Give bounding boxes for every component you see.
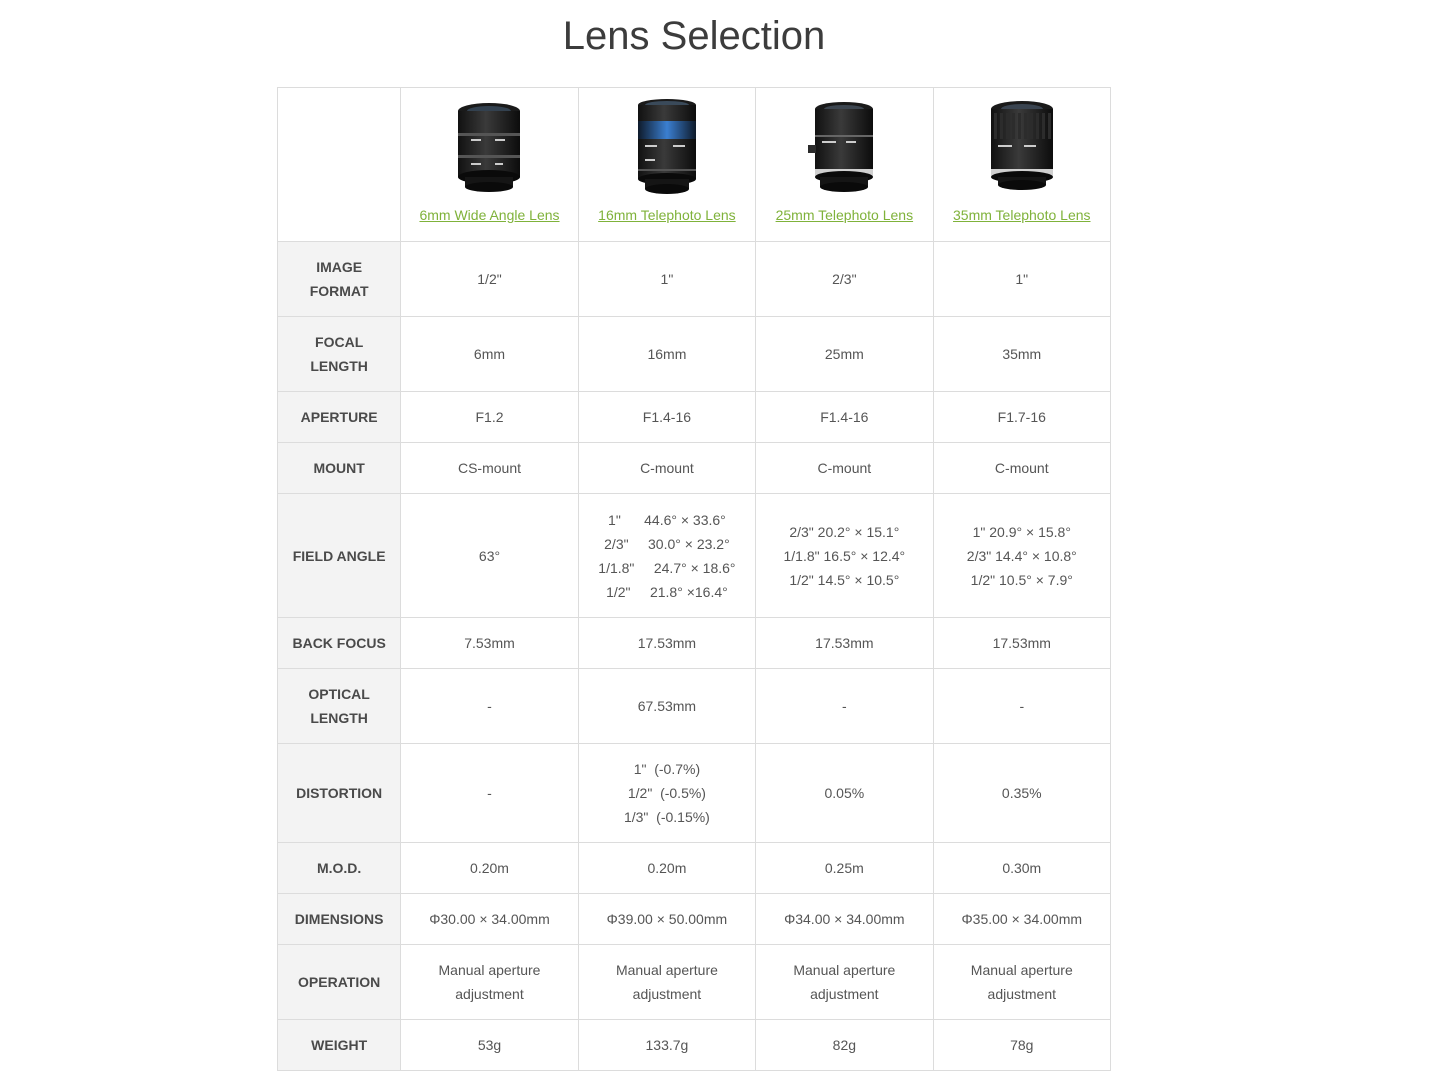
lens-link-16mm[interactable]: 16mm Telephoto Lens — [598, 207, 736, 223]
cell-image-format: 1/2" — [401, 242, 578, 317]
lens-16mm-icon — [629, 99, 705, 199]
cell-distortion: - — [401, 744, 578, 843]
row-label-mount: MOUNT — [278, 443, 401, 494]
cell-dimensions: Φ34.00 × 34.00mm — [756, 894, 933, 945]
corner-cell — [278, 88, 401, 242]
page-title: Lens Selection — [562, 14, 826, 58]
row-image-format — [278, 242, 1111, 317]
cell-weight: 82g — [756, 1020, 933, 1071]
cell-optical-length: - — [401, 669, 578, 744]
row-label-distortion: DISTORTION — [278, 744, 401, 843]
cell-field-angle: 1" 44.6° × 33.6° 2/3" 30.0° × 23.2° 1/1.8" 24.7° × 18.6° 1/2" 21.8° ×16.4° — [578, 494, 755, 618]
cell-focal-length: 25mm — [756, 317, 933, 392]
cell-mount: C-mount — [578, 443, 755, 494]
cell-back-focus: 17.53mm — [933, 618, 1110, 669]
cell-image-format: 1" — [578, 242, 755, 317]
cell-aperture: F1.7-16 — [933, 392, 1110, 443]
cell-mod: 0.25m — [756, 843, 933, 894]
cell-focal-length: 35mm — [933, 317, 1110, 392]
cell-aperture: F1.2 — [401, 392, 578, 443]
cell-distortion: 1" (-0.7%) 1/2" (-0.5%) 1/3" (-0.15%) — [578, 744, 755, 843]
row-label-image-format: IMAGE FORMAT — [278, 242, 401, 317]
row-field-angle — [278, 494, 1111, 618]
row-operation — [278, 945, 1111, 1020]
cell-back-focus: 17.53mm — [578, 618, 755, 669]
cell-mod: 0.30m — [933, 843, 1110, 894]
lens-comparison-table — [277, 87, 1111, 1071]
cell-operation: Manual aperture adjustment — [401, 945, 578, 1020]
lens-35mm-icon — [984, 99, 1060, 199]
cell-mount: C-mount — [756, 443, 933, 494]
lens-25mm-icon — [806, 99, 882, 199]
lens-header-cell — [933, 88, 1110, 242]
row-label-mod: M.O.D. — [278, 843, 401, 894]
cell-field-angle: 1" 20.9° × 15.8° 2/3" 14.4° × 10.8° 1/2" 10.5° × 7.9° — [933, 494, 1110, 618]
cell-back-focus: 17.53mm — [756, 618, 933, 669]
row-mod — [278, 843, 1111, 894]
cell-aperture: F1.4-16 — [756, 392, 933, 443]
cell-dimensions: Φ30.00 × 34.00mm — [401, 894, 578, 945]
row-label-dimensions: DIMENSIONS — [278, 894, 401, 945]
row-label-field-angle: FIELD ANGLE — [278, 494, 401, 618]
cell-mount: C-mount — [933, 443, 1110, 494]
cell-mount: CS-mount — [401, 443, 578, 494]
cell-focal-length: 16mm — [578, 317, 755, 392]
cell-mod: 0.20m — [578, 843, 755, 894]
lens-6mm-icon — [451, 99, 527, 199]
cell-optical-length: - — [756, 669, 933, 744]
cell-operation: Manual aperture adjustment — [578, 945, 755, 1020]
row-label-back-focus: BACK FOCUS — [278, 618, 401, 669]
cell-focal-length: 6mm — [401, 317, 578, 392]
cell-optical-length: - — [933, 669, 1110, 744]
row-optical-length — [278, 669, 1111, 744]
cell-distortion: 0.05% — [756, 744, 933, 843]
row-weight — [278, 1020, 1111, 1071]
cell-mod: 0.20m — [401, 843, 578, 894]
row-label-weight: WEIGHT — [278, 1020, 401, 1071]
cell-aperture: F1.4-16 — [578, 392, 755, 443]
lens-header-cell — [401, 88, 578, 242]
cell-image-format: 2/3" — [756, 242, 933, 317]
row-label-focal-length: FOCAL LENGTH — [278, 317, 401, 392]
lens-header-cell — [756, 88, 933, 242]
cell-dimensions: Φ35.00 × 34.00mm — [933, 894, 1110, 945]
row-label-aperture: APERTURE — [278, 392, 401, 443]
cell-weight: 78g — [933, 1020, 1110, 1071]
cell-weight: 133.7g — [578, 1020, 755, 1071]
cell-image-format: 1" — [933, 242, 1110, 317]
cell-distortion: 0.35% — [933, 744, 1110, 843]
lens-header-row — [278, 88, 1111, 242]
cell-dimensions: Φ39.00 × 50.00mm — [578, 894, 755, 945]
row-aperture — [278, 392, 1111, 443]
cell-field-angle: 63° — [401, 494, 578, 618]
cell-optical-length: 67.53mm — [578, 669, 755, 744]
row-focal-length — [278, 317, 1111, 392]
lens-link-35mm[interactable]: 35mm Telephoto Lens — [953, 207, 1091, 223]
cell-operation: Manual aperture adjustment — [933, 945, 1110, 1020]
cell-operation: Manual aperture adjustment — [756, 945, 933, 1020]
cell-field-angle: 2/3" 20.2° × 15.1° 1/1.8" 16.5° × 12.4° 1/2" 14.5° × 10.5° — [756, 494, 933, 618]
row-back-focus — [278, 618, 1111, 669]
lens-link-25mm[interactable]: 25mm Telephoto Lens — [775, 207, 914, 223]
row-mount — [278, 443, 1111, 494]
row-distortion — [278, 744, 1111, 843]
lens-link-6mm[interactable]: 6mm Wide Angle Lens — [419, 207, 560, 223]
row-dimensions — [278, 894, 1111, 945]
row-label-operation: OPERATION — [278, 945, 401, 1020]
cell-back-focus: 7.53mm — [401, 618, 578, 669]
lens-header-cell — [578, 88, 755, 242]
cell-weight: 53g — [401, 1020, 578, 1071]
row-label-optical-length: OPTICAL LENGTH — [278, 669, 401, 744]
